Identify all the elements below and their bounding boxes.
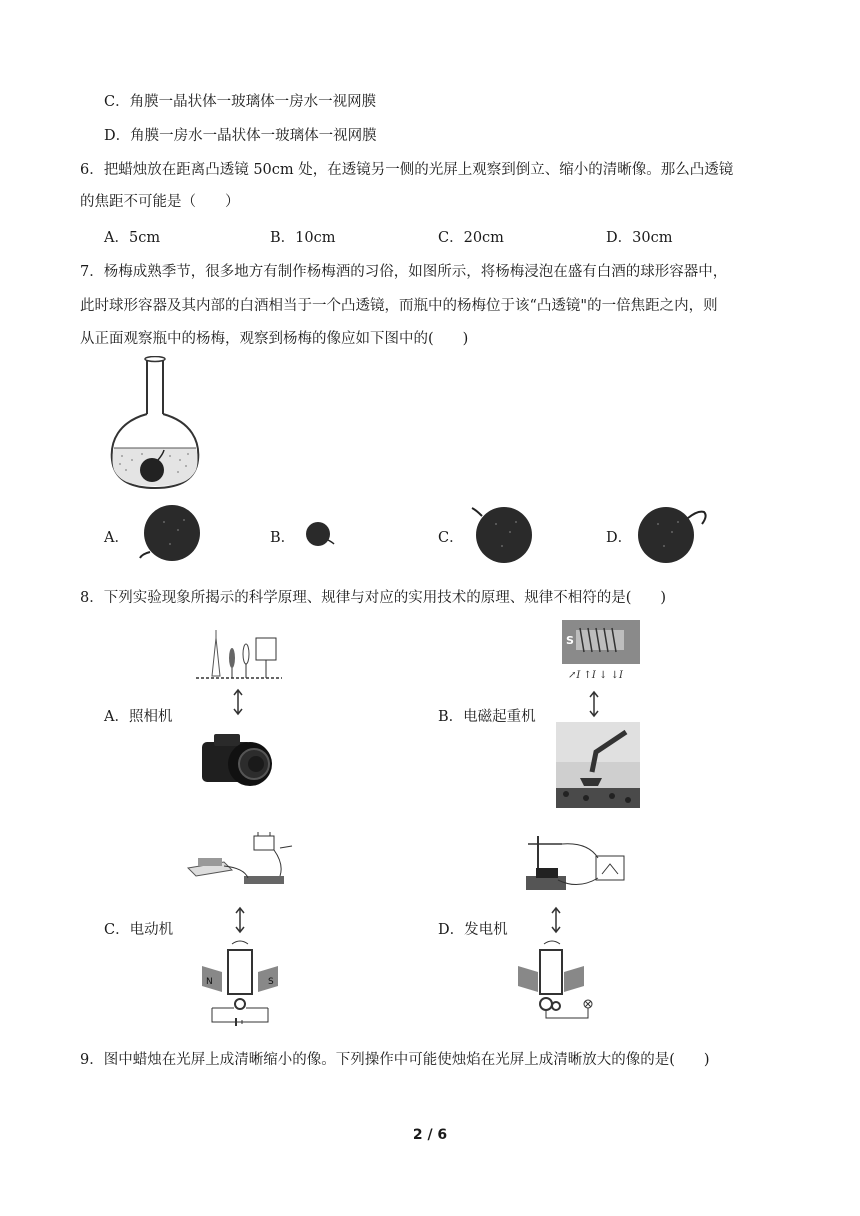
motor-experiment-image <box>184 828 296 892</box>
bayberry-d-image <box>632 500 712 566</box>
q6-stem-line1: 6．把蜡烛放在距离凸透镜 50cm 处，在透镜另一侧的光屏上观察到倒立、缩小的清晰像。那么凸透镜 <box>80 162 734 178</box>
bayberry-a-image <box>138 500 204 566</box>
q7-option-d: D． <box>606 530 633 546</box>
q6-option-b: B．10cm <box>270 230 336 246</box>
q5-option-d: D．角膜一房水一晶状体一玻璃体一视网膜 <box>104 128 377 144</box>
arrow-updown-icon <box>232 688 244 716</box>
q8-option-a: A．照相机 <box>104 709 173 725</box>
q6-option-c: C．20cm <box>438 230 504 246</box>
generator-experiment-image <box>518 834 634 894</box>
motor-diagram-image <box>202 938 278 1026</box>
svg-text:↗I ↑I ↓ ↓I: ↗I ↑I ↓ ↓I <box>568 670 623 680</box>
page-number: 2 / 6 <box>412 1127 448 1143</box>
q8-stem-line1: 8．下列实验现象所揭示的科学原理、规律与对应的实用技术的原理、规律不相符的是( ) <box>80 590 667 606</box>
q6-option-d: D．30cm <box>606 230 673 246</box>
q7-stem-line1: 7．杨梅成熟季节，很多地方有制作杨梅酒的习俗，如图所示，将杨梅浸泡在盛有白酒的球形容器中， <box>80 264 728 280</box>
q5-option-c: C．角膜一晶状体一玻璃体一房水一视网膜 <box>104 94 377 110</box>
crane-image <box>556 722 640 808</box>
svg-text:N: N <box>206 977 213 987</box>
q7-option-c: C． <box>438 530 464 546</box>
q7-stem-line3: 从正面观察瓶中的杨梅，观察到杨梅的像应如下图中的( ) <box>80 331 469 347</box>
camera-image <box>198 726 278 788</box>
q7-option-b: B． <box>270 530 296 546</box>
q6-stem-line2: 的焦距不可能是（ ） <box>80 194 240 210</box>
q8-option-c: C．电动机 <box>104 922 174 938</box>
q9-stem-line1: 9．图中蜡烛在光屏上成清晰缩小的像。下列操作中可能使烛焰在光屏上成清晰放大的像的是( ) <box>80 1052 710 1068</box>
arrow-updown-icon <box>588 690 600 718</box>
svg-text:S: S <box>566 634 574 647</box>
q6-option-a: A．5cm <box>104 230 161 246</box>
svg-text:S: S <box>268 977 274 987</box>
q8-option-b: B．电磁起重机 <box>438 709 536 725</box>
q7-stem-line2: 此时球形容器及其内部的白酒相当于一个凸透镜，而瓶中的杨梅位于该“凸透镜"的一倍焦距之内，则 <box>80 298 718 314</box>
lens-experiment-image <box>194 628 284 680</box>
bayberry-b-image <box>302 520 338 550</box>
arrow-updown-icon <box>234 906 246 934</box>
q7-option-a: A． <box>104 530 129 546</box>
flask-figure <box>108 356 202 492</box>
generator-diagram-image <box>518 938 598 1026</box>
arrow-updown-icon <box>550 906 562 934</box>
bayberry-c-image <box>466 500 536 566</box>
electromagnet-image <box>562 620 640 680</box>
q8-option-d: D．发电机 <box>438 922 508 938</box>
